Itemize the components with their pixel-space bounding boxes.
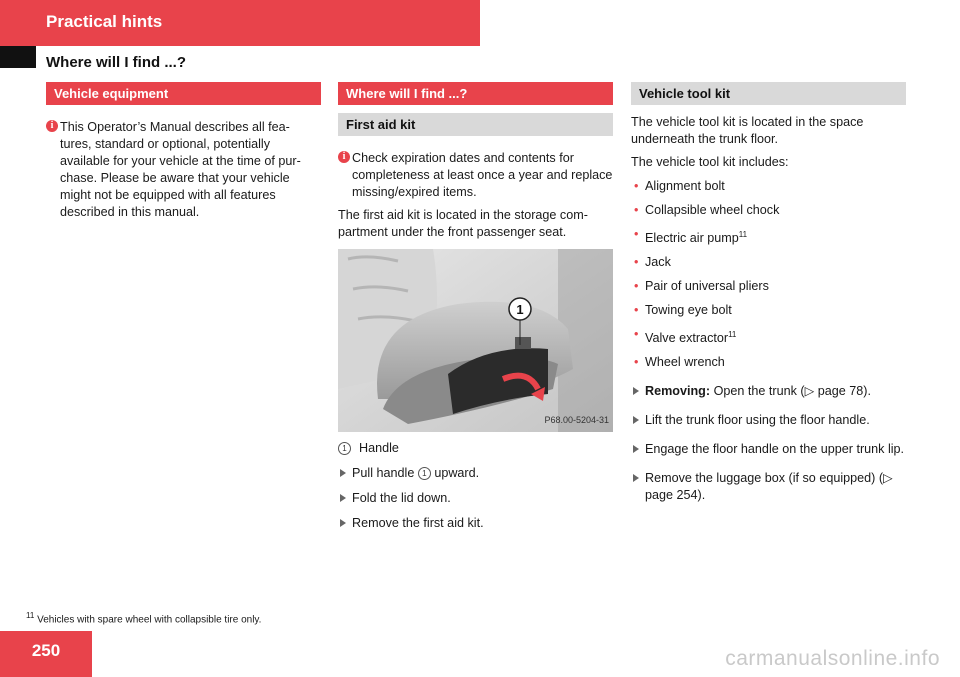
heading-first-aid-kit: First aid kit bbox=[338, 113, 613, 136]
column-first-aid bbox=[338, 82, 613, 532]
tool-kit-intro: The vehicle tool kit is located in the space underneath the trunk floor. bbox=[631, 115, 864, 146]
step-open-trunk: Removing: Open the trunk (▷ page 78). bbox=[631, 383, 906, 400]
list-item: • Collapsible wheel chock bbox=[631, 202, 906, 219]
callout-number: 1 bbox=[338, 442, 351, 455]
list-item: • Valve extractor$^{11}$ bbox=[631, 326, 906, 347]
list-item: • Wheel wrench bbox=[631, 354, 906, 371]
heading-where-will-i-find: Where will I find ...? bbox=[338, 82, 613, 105]
page-subtitle: Where will I find ...? bbox=[46, 54, 187, 71]
info-icon: i bbox=[46, 120, 58, 132]
heading-vehicle-equipment: Vehicle equipment bbox=[46, 82, 321, 105]
callout-number: 1 bbox=[418, 467, 431, 480]
list-item: • Electric air pump$^{11}$ bbox=[631, 226, 906, 247]
heading-vehicle-tool-kit: Vehicle tool kit bbox=[631, 82, 906, 105]
tool-kit-includes: The vehicle tool kit includes: bbox=[631, 155, 789, 169]
info-text: Check expiration dates and contents for completeness at least once a year and replace missing/expired items. bbox=[352, 151, 613, 199]
step-pull-handle: Pull handle 1 upward. bbox=[338, 465, 613, 482]
seat-illustration bbox=[338, 249, 613, 432]
info-icon: i bbox=[338, 151, 350, 163]
column-vehicle-equipment bbox=[46, 82, 321, 221]
section-banner bbox=[0, 0, 480, 46]
legend-handle bbox=[338, 440, 613, 457]
step-engage-handle: Engage the floor handle on the upper trunk lip. bbox=[631, 441, 906, 458]
page-number-box bbox=[0, 631, 92, 677]
legend-label: Handle bbox=[359, 441, 399, 455]
section-title: Practical hints bbox=[46, 12, 163, 31]
footnote bbox=[26, 611, 261, 625]
list-item: • Towing eye bolt bbox=[631, 302, 906, 319]
photo-callout: 1 bbox=[516, 302, 524, 317]
footnote-text: Vehicles with spare wheel with collapsible tire only. bbox=[34, 614, 262, 626]
footnote-ref: 11 bbox=[728, 330, 737, 340]
info-note bbox=[46, 119, 321, 221]
page-number: 250 bbox=[31, 641, 61, 660]
seat-photo bbox=[338, 249, 613, 432]
list-item: • Alignment bolt bbox=[631, 178, 906, 195]
column-tool-kit bbox=[631, 82, 906, 504]
info-note bbox=[338, 150, 613, 201]
body-text: The first aid kit is located in the storage com-partment under the front passenger seat. bbox=[338, 208, 588, 239]
photo-code: P68.00-5204-31 bbox=[544, 415, 609, 425]
list-item: • Jack bbox=[631, 254, 906, 271]
watermark: carmanualsonline.info bbox=[725, 647, 940, 670]
footnote-ref: 11 bbox=[738, 230, 748, 239]
footnote-mark: 11 bbox=[26, 611, 35, 620]
step-lift-floor: Lift the trunk floor using the floor handle. bbox=[631, 412, 906, 429]
section-tab bbox=[0, 46, 36, 68]
list-item: • Pair of universal pliers bbox=[631, 278, 906, 295]
step-remove-kit: Remove the first aid kit. bbox=[338, 515, 613, 532]
tool-kit-list bbox=[631, 178, 906, 371]
step-remove-luggage-box: Remove the luggage box (if so equipped) (▷ page 254). bbox=[631, 470, 906, 504]
step-fold-lid: Fold the lid down. bbox=[338, 490, 613, 507]
info-text: This Operator’s Manual describes all fea-tures, standard or optional, potentially available for your vehicle at the time of pur-chase. Please be aware that your vehicle might not be equipped with all features described in this manual. bbox=[60, 120, 301, 219]
